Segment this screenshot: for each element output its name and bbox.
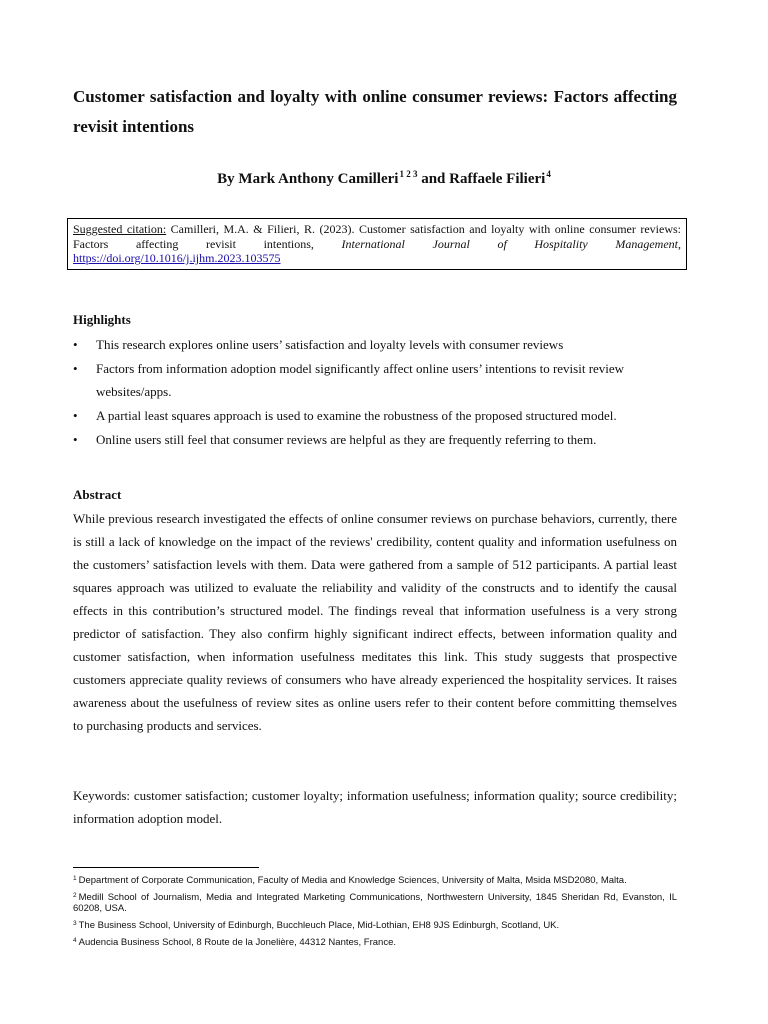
footnote bbox=[73, 873, 677, 886]
citation-after-journal: , bbox=[678, 236, 681, 251]
footnote bbox=[73, 890, 677, 914]
paper-title: Customer satisfaction and loyalty with online consumer reviews: Factors affecting revisit intentions bbox=[73, 87, 677, 136]
list-item bbox=[73, 333, 677, 356]
bullet-icon: • bbox=[73, 432, 78, 447]
footnote bbox=[73, 918, 677, 931]
abstract-body: While previous research investigated the effects of online consumer reviews on purchase behaviors, currently, there is still a lack of knowledge on the impact of the reviews' credibility, content quality and information usefulness on the customers’ satisfaction levels with them. Data were gathered from a sample of 512 participants. A partial least squares approach was utilized to evaluate the reliability and validity of the constructs and to identify the causal effects in this contribution’s structured model. The findings reveal that information usefulness is a very strong predictor of satisfaction. They also confirm highly significant indirect effects, between information quality and customer satisfaction, when information usefulness meditates this link. This study suggests that prospective customers appreciate quality reviews of consumers who have already experienced the hospitality services. It raises awareness about the usefulness of review sites as online users refer to their content before committing themselves to purchasing products and services. bbox=[73, 511, 677, 733]
bullet-icon: • bbox=[73, 337, 78, 352]
footnote-number: 4 bbox=[73, 937, 77, 944]
citation-journal: International Journal of Hospitality Management bbox=[341, 236, 678, 251]
footnote-number: 3 bbox=[73, 920, 77, 927]
highlight-text: This research explores online users’ satisfaction and loyalty levels with consumer reviews bbox=[96, 337, 564, 352]
bullet-icon: • bbox=[73, 361, 78, 376]
abstract-heading: Abstract bbox=[73, 487, 122, 502]
list-item bbox=[73, 357, 677, 403]
suggested-citation-box bbox=[67, 218, 687, 270]
footnote bbox=[73, 935, 677, 948]
list-item bbox=[73, 404, 677, 427]
citation-label: Suggested citation: bbox=[73, 222, 167, 236]
bullet-icon: • bbox=[73, 408, 78, 423]
highlights-heading: Highlights bbox=[73, 312, 131, 327]
author2-affiliations: 4 bbox=[546, 169, 551, 179]
highlight-text: Online users still feel that consumer reviews are helpful as they are frequently referring to them. bbox=[96, 432, 597, 447]
citation-text: Camilleri, M.A. & Filieri, R. (2023). Customer satisfaction and loyalty with online consumer reviews: Factors affecting revisit intentions, bbox=[73, 222, 682, 251]
footnote-divider bbox=[73, 867, 259, 868]
highlights-list bbox=[73, 333, 677, 452]
keywords: Keywords: customer satisfaction; customer loyalty; information usefulness; information quality; source credibility; information adoption model. bbox=[73, 788, 677, 826]
author-connector: and Raffaele Filieri bbox=[417, 171, 546, 187]
footnote-text: The Business School, University of Edinburgh, Bucchleuch Place, Mid-Lothian, EH8 9JS Edinburgh, Scotland, UK. bbox=[78, 920, 560, 931]
citation-doi-link[interactable]: https://doi.org/10.1016/j.ijhm.2023.103575 bbox=[73, 251, 281, 265]
highlight-text: A partial least squares approach is used to examine the robustness of the proposed structured model. bbox=[96, 408, 617, 423]
footnotes bbox=[73, 873, 677, 952]
highlight-text: Factors from information adoption model significantly affect online users’ intentions to revisit review websites/apps. bbox=[96, 361, 625, 399]
footnote-text: Medill School of Journalism, Media and Integrated Marketing Communications, Northwestern University, 1845 Sheridan Rd, Evanston, IL 60208, USA. bbox=[73, 892, 677, 914]
list-item bbox=[73, 428, 677, 451]
author-line bbox=[0, 169, 768, 188]
footnote-number: 2 bbox=[73, 892, 77, 899]
author1-affiliations: 1 2 3 bbox=[399, 169, 418, 179]
footnote-text: Audencia Business School, 8 Route de la Jonelière, 44312 Nantes, France. bbox=[78, 937, 397, 948]
footnote-text: Department of Corporate Communication, Faculty of Media and Knowledge Sciences, University of Malta, Msida MSD2080, Malta. bbox=[78, 875, 627, 886]
author-prefix: By Mark Anthony Camilleri bbox=[217, 171, 399, 187]
footnote-number: 1 bbox=[73, 875, 77, 882]
